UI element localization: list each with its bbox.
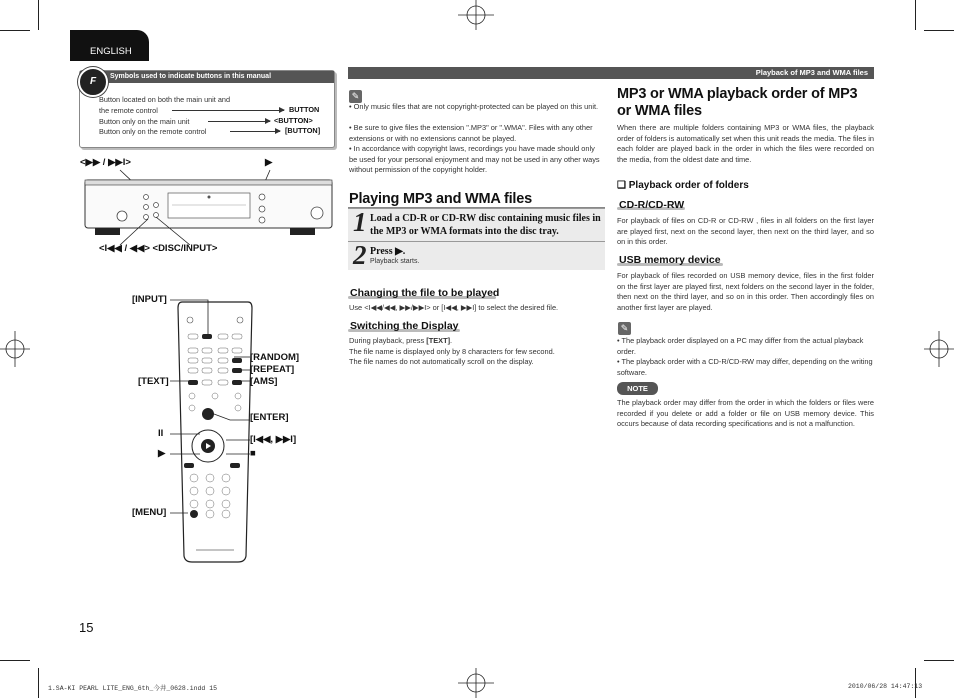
symbols-legend-title: Symbols used to indicate buttons in this manual [110, 73, 272, 80]
step-2 [348, 241, 605, 270]
legend-row-text: Button only on the main unit [99, 117, 190, 126]
note-bullet: • Be sure to give files the extension ".MP3" or ".WMA". Files with any other extensions or with no extensions cannot be played. [349, 123, 593, 143]
page-number: 15 [79, 620, 94, 635]
pencil-note-icon: ✎ [349, 90, 362, 103]
callout-enter: [ENTER] [250, 412, 289, 423]
callout-stop: ■ [250, 448, 256, 459]
note-text: The playback order may differ from the order in which the folders or files were recorded if you delete or add a folder or file on USB memory device. This occurs because of data recording specifications and is not a malfunction. [617, 398, 874, 429]
legend-row-tag: <BUTTON> [274, 116, 313, 125]
pencil-note-icon: ✎ [618, 322, 631, 335]
note-bullet: • The playback order with a CD-R/CD-RW may differ, depending on the writing software. [617, 357, 873, 377]
footer-timestamp: 2010/06/28 14:47:13 [848, 683, 923, 690]
section-header-bar [348, 67, 874, 79]
changing-heading: Changing the file to be played [350, 287, 500, 299]
order-heading: MP3 or WMA playback order of MP3 or WMA files [617, 86, 858, 119]
note-bullet: • In accordance with copyright laws, recordings you have made should only be used for your personal enjoyment and may not be used in any other ways without permission of the copyright holder. [349, 144, 600, 175]
folders-heading: ❏ Playback order of folders [617, 180, 749, 191]
step-text: Load a CD-R or CD-RW disc containing music files in the MP3 or WMA formats into the disc tray. [370, 213, 601, 237]
step-text: Press ▶. [370, 246, 406, 257]
cdr-text: For playback of files on CD-R or CD-RW , files in all folders on the first layer are played first, next on the second layer, then next on the third layer, and so on in this order. [617, 216, 874, 247]
legend-row-text: Button located on both the main unit and [99, 95, 231, 104]
legend-row-tag: [BUTTON] [285, 126, 321, 135]
callout-pause: II [158, 428, 164, 439]
step-number: 1 [353, 207, 367, 237]
callout-play: ▶ [158, 448, 166, 459]
footer-file-info: 1.SA-KI PEARL LITE_ENG_6th_今井_0628.indd 15 [48, 685, 218, 692]
usb-heading: USB memory device [619, 254, 721, 266]
callout-skip: [I◀◀, ▶▶I] [250, 434, 297, 445]
legend-row-tag: BUTTON [289, 105, 320, 114]
note-bullet: • The playback order displayed on a PC may differ from the actual playback order. [617, 336, 864, 356]
order-intro: When there are multiple folders containing MP3 or WMA files, the playback order of folders is automatically set when this unit reads the media. The files in each folder are played back in the order in which the files were recorded on the media, from the oldest date and time. [617, 123, 874, 164]
playing-heading: Playing MP3 and WMA files [349, 191, 532, 207]
cdr-heading: CD-R/CD-RW [619, 199, 685, 211]
step-subtext: Playback starts. [370, 258, 420, 265]
step-number: 2 [353, 240, 367, 270]
callout-random: [RANDOM] [250, 352, 300, 363]
switching-text: During playback, press [TEXT]. The file name is displayed only by 8 characters for few second. The file names do not automatically scroll on the display. [349, 336, 555, 367]
language-label: ENGLISH [90, 46, 132, 57]
note-bullet: • Only music files that are not copyright-protected can be played on this unit. [349, 102, 599, 111]
callout-play: ▶ [265, 157, 273, 168]
callout-repeat: [REPEAT] [250, 364, 295, 375]
callout-text: [TEXT] [138, 376, 169, 387]
section-header-title: Playback of MP3 and WMA files [755, 68, 868, 77]
switching-heading: Switching the Display [350, 320, 459, 332]
callout-menu: [MENU] [132, 507, 167, 518]
legend-row-text: Button only on the remote control [99, 127, 207, 136]
f-symbol-icon: F [78, 67, 108, 97]
callout-skip-back-disc-input: <I◀◀ / ◀◀> <DISC/INPUT> [99, 243, 218, 254]
changing-text: Use <I◀◀/◀◀, ▶▶/▶▶I> or [I◀◀, ▶▶I] to select the desired file. [349, 303, 559, 312]
legend-row-text: the remote control [99, 106, 158, 115]
note-badge: NOTE [617, 382, 658, 395]
callout-skip-forward: <▶▶ / ▶▶I> [80, 157, 131, 168]
usb-text: For playback of files recorded on USB memory device, files in the first folder on the first layer are played first, next folders on the second layer in the folder, then next on the third layer, and so on in this order. Then accordingly files on another first layer are played. [617, 271, 874, 312]
callout-input: [INPUT] [132, 294, 167, 305]
step-1 [348, 208, 605, 241]
callout-ams: [AMS] [250, 376, 278, 387]
